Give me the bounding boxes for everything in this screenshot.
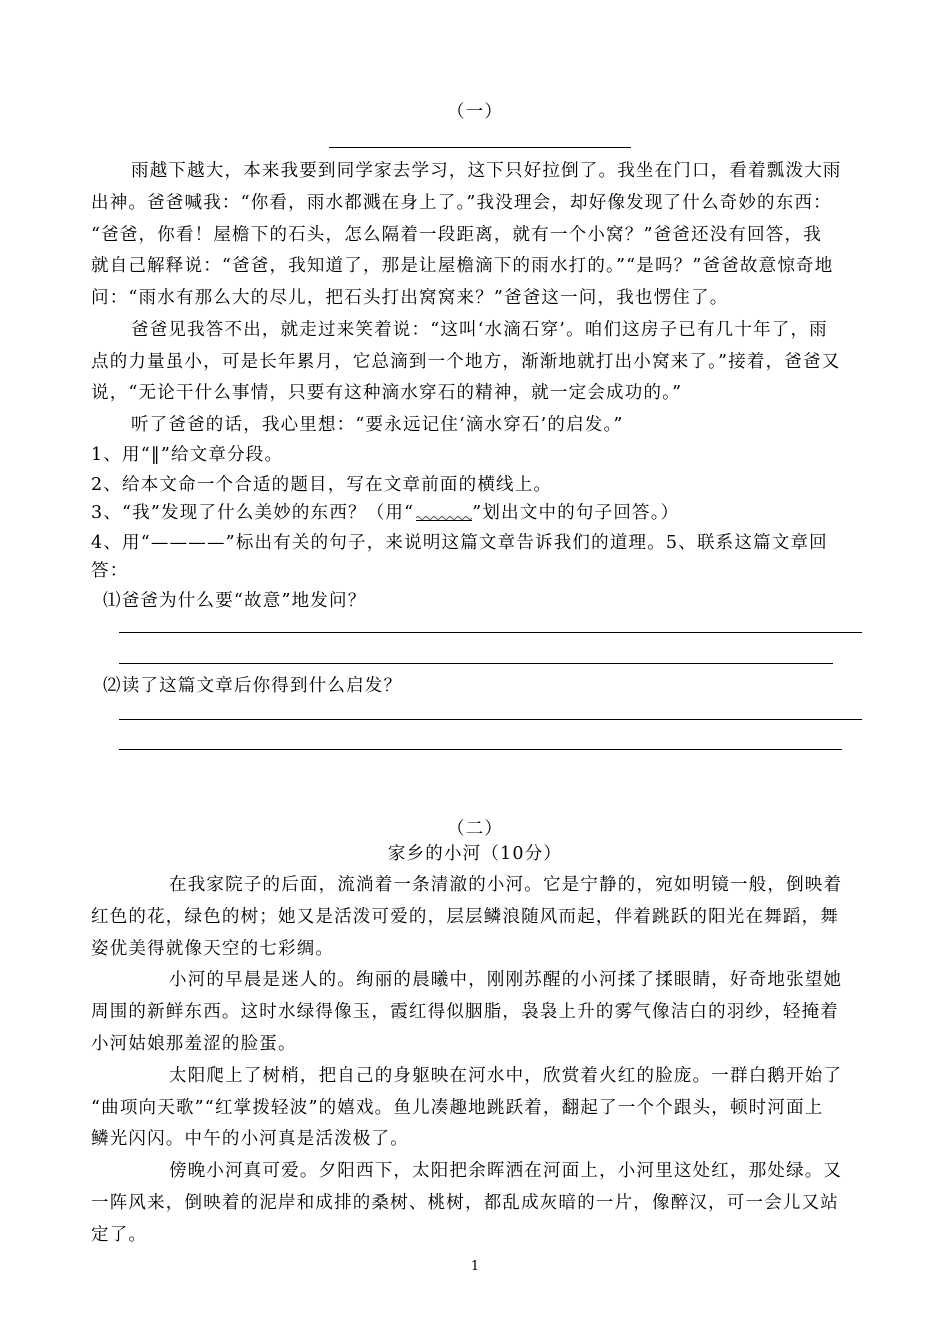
s1-p2-line2: 点的力量虽小，可是长年累月，它总滴到一个地方，渐渐地就打出小窝来了。”接着，爸爸又 [91,352,841,372]
s2-p3-line3: 鳞光闪闪。中午的小河真是活泼极了。 [91,1129,409,1149]
section2-title: 家乡的小河（10分） [387,844,563,864]
question-3-text-end: ”划出文中的句子回答。） [472,503,680,523]
answer-line-5b-1[interactable] [119,719,862,720]
s2-p4-line3: 定了。 [91,1225,148,1245]
s1-p1-line1: 雨越下越大，本来我要到同学家去学习，这下只好拉倒了。我坐在门口，看着瓢泼大雨 [131,161,842,181]
question-5a: ⑴爸爸为什么要“故意”地发问？ [103,591,367,611]
s1-p1-line5: 问：“雨水有那么大的尽儿，把石头打出窝窝来？”爸爸这一问，我也愣住了。 [91,288,729,308]
question-3 [91,498,679,529]
page-number: 1 [470,1259,480,1274]
s1-p2-line1: 爸爸见我答不出，就走过来笑着说：“这叫‘水滴石穿’。咱们这房子已有几十年了，雨 [131,320,828,340]
answer-line-5a-2[interactable] [119,663,833,664]
section1-heading: （一） [446,102,504,122]
s1-p3: 听了爸爸的话，我心里想：“要永远记住‘滴水穿石’的启发。” [131,415,624,435]
question-3-text-start: 3、“我”发现了什么美妙的东西？（用“ [91,503,415,523]
s1-p1-line2: 出神。爸爸喊我：“你看，雨水都溅在身上了。”我没理会，却好像发现了什么奇妙的东西： [91,193,832,213]
section2-heading: （二） [446,819,504,839]
s1-p1-line3: “爸爸，你看！屋檐下的石头，怎么隔着一段距离，就有一个小窝？”爸爸还没有回答，我 [91,225,822,245]
s2-p4-line2: 一阵风来，倒映着的泥岸和成排的桑树、桃树，都乱成灰暗的一片，像醉汉，可一会儿又站 [91,1193,839,1213]
title-blank-line [329,147,631,148]
s1-p1-line4: 就自己解释说：“爸爸，我知道了，那是让屋檐滴下的雨水打的。”“是吗？”爸爸故意惊奇地 [91,256,834,276]
s1-p2-line3: 说，“无论干什么事情，只要有这种滴水穿石的精神，就一定会成功的。” [91,383,683,403]
question-5b: ⑵读了这篇文章后你得到什么启发？ [103,676,403,696]
s2-p2-line2: 周围的新鲜东西。这时水绿得像玉，霞红得似胭脂，袅袅上升的雾气像洁白的羽纱，轻掩着 [91,1002,839,1022]
question-2: 2、给本文命一个合适的题目，写在文章前面的横线上。 [91,475,553,495]
question-4-line1: 4、用“————”标出有关的句子，来说明这篇文章告诉我们的道理。5、联系这篇文章回 [91,533,828,553]
wavy-underline-icon [414,507,472,521]
s2-p1-line3: 姿优美得就像天空的七彩绸。 [91,939,335,959]
answer-line-5a-1[interactable] [119,632,862,633]
question-1: 1、用“‖”给文章分段。 [91,445,284,465]
s2-p1-line2: 红色的花，绿色的树；她又是活泼可爱的，层层鳞浪随风而起，伴着跳跃的阳光在舞蹈，舞 [91,907,839,927]
s2-p1-line1: 在我家院子的后面，流淌着一条清澈的小河。它是宁静的，宛如明镜一般，倒映着 [169,875,843,895]
s2-p2-line1: 小河的早晨是迷人的。绚丽的晨曦中，刚刚苏醒的小河揉了揉眼睛，好奇地张望她 [169,970,843,990]
answer-line-5b-2[interactable] [119,749,842,750]
question-4-line2: 答： [91,561,129,581]
s2-p4-line1: 傍晚小河真可爱。夕阳西下，太阳把余晖洒在河面上，小河里这处红，那处绿。又 [169,1161,843,1181]
s2-p3-line1: 太阳爬上了树梢，把自己的身躯映在河水中，欣赏着火红的脸庞。一群白鹅开始了 [169,1066,843,1086]
s2-p2-line3: 小河姑娘那羞涩的脸蛋。 [91,1034,297,1054]
s2-p3-line2: “曲项向天歌”“红掌拨轻波”的嬉戏。鱼儿凑趣地跳跃着，翻起了一个个跟头，顿时河面上 [91,1098,824,1118]
